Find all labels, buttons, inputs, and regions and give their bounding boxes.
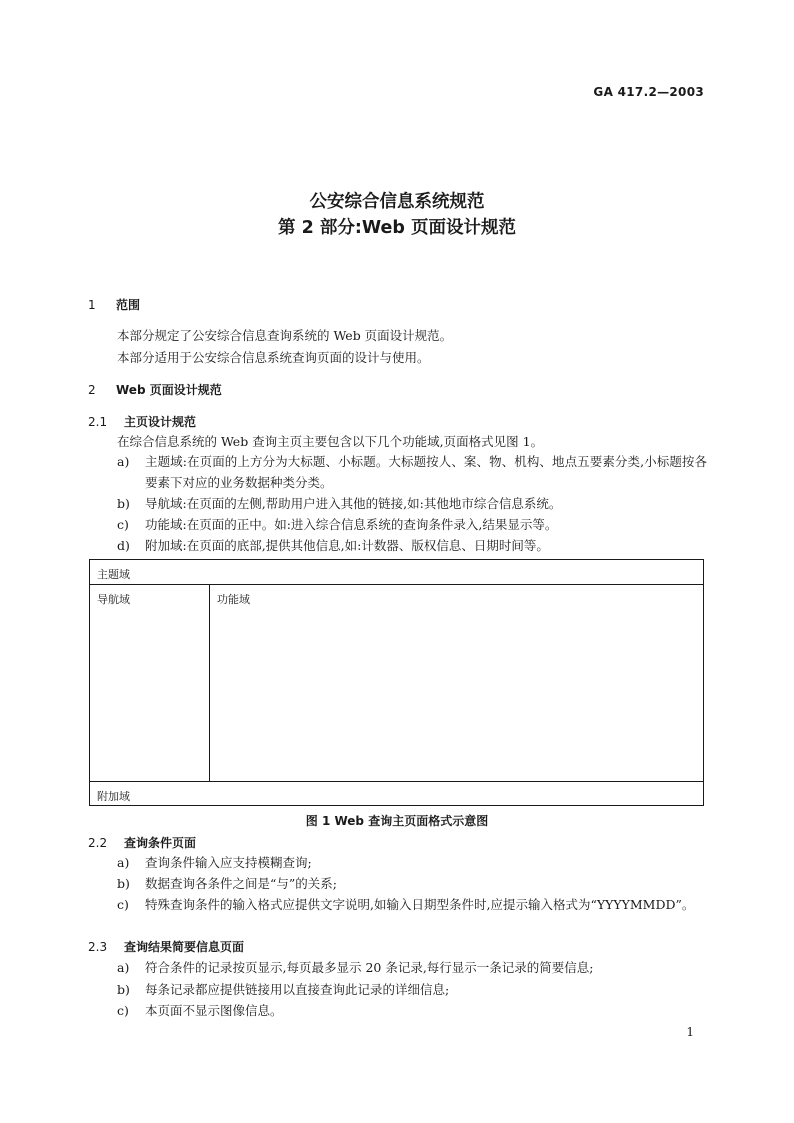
figure-function-region [210,585,703,781]
standard-code: GA 417.2—2003 [593,85,704,99]
section-2-3-heading [88,938,244,955]
document-title: 公安综合信息系统规范 [309,192,485,212]
paragraph: 在综合信息系统的 Web 查询主页主要包含以下几个功能域,页面格式见图 1。 [117,434,544,449]
list-label: c) [117,517,129,532]
list-item [117,535,707,556]
section-title: 主页设计规范 [124,415,197,429]
section-number: 2.2 [88,836,108,850]
list-item [117,1000,707,1021]
figure-label: 附加域 [97,790,130,803]
list-label: a) [117,855,130,870]
list-item [117,957,707,978]
figure-label: 主题域 [97,568,130,581]
list-label: b) [117,982,130,997]
list-label: b) [117,496,130,511]
page-number: 1 [686,1025,694,1039]
section-title: Web 页面设计规范 [116,383,222,397]
list-label: b) [117,876,130,891]
section-number: 2.1 [88,415,108,429]
list-label: d) [117,538,130,553]
section-number: 2.3 [88,940,108,954]
section-2-heading [88,381,222,398]
list-text: 每条记录都应提供链接用以直接查询此记录的详细信息; [145,982,450,997]
figure-topic-region [90,560,703,585]
list-item [117,873,707,894]
list-text: 特殊查询条件的输入格式应提供文字说明,如输入日期型条件时,应提示输入格式为“YYYYMMDD”。 [145,897,695,912]
figure-label: 功能域 [217,593,250,606]
list-text: 本页面不显示图像信息。 [145,1003,283,1018]
section-title: 范围 [116,298,141,312]
page-layout-figure [89,559,704,806]
figure-caption: 图 1 Web 查询主页面格式示意图 [305,814,489,828]
list-text: 符合条件的记录按页显示,每页最多显示 20 条记录,每行显示一条记录的简要信息; [145,960,594,975]
list-text: 数据查询各条件之间是“与”的关系; [145,876,337,891]
document-subtitle: 第 2 部分:Web 页面设计规范 [277,218,517,238]
list-item [117,493,707,514]
list-label: c) [117,1003,129,1018]
figure-navigation-region [90,585,210,781]
paragraph: 本部分适用于公安综合信息系统查询页面的设计与使用。 [117,350,430,365]
section-2-1-heading [88,413,196,430]
list-text: 主题域:在页面的上方分为大标题、小标题。大标题按人、案、物、机构、地点五要素分类,小标题按各要素下对应的业务数据种类分类。 [145,454,707,490]
list-label: a) [117,960,130,975]
section-number: 1 [88,298,96,312]
list-item [117,894,707,915]
section-number: 2 [88,383,96,397]
list-text: 导航域:在页面的左侧,帮助用户进入其他的链接,如:其他地市综合信息系统。 [145,496,562,511]
list-label: a) [117,454,130,469]
list-text: 附加域:在页面的底部,提供其他信息,如:计数器、版权信息、日期时间等。 [145,538,549,553]
list-text: 查询条件输入应支持模糊查询; [145,855,312,870]
section-title: 查询条件页面 [124,836,197,850]
list-item [117,852,707,873]
figure-additional-region [90,781,703,805]
section-2-2-heading [88,834,196,851]
list-item [117,451,707,493]
figure-label: 导航域 [97,593,130,606]
section-title: 查询结果简要信息页面 [124,940,245,954]
list-text: 功能域:在页面的正中。如:进入综合信息系统的查询条件录入,结果显示等。 [145,517,558,532]
list-label: c) [117,897,129,912]
list-item [117,514,707,535]
section-1-heading [88,296,140,313]
paragraph: 本部分规定了公安综合信息查询系统的 Web 页面设计规范。 [117,328,453,343]
list-item [117,979,707,1000]
